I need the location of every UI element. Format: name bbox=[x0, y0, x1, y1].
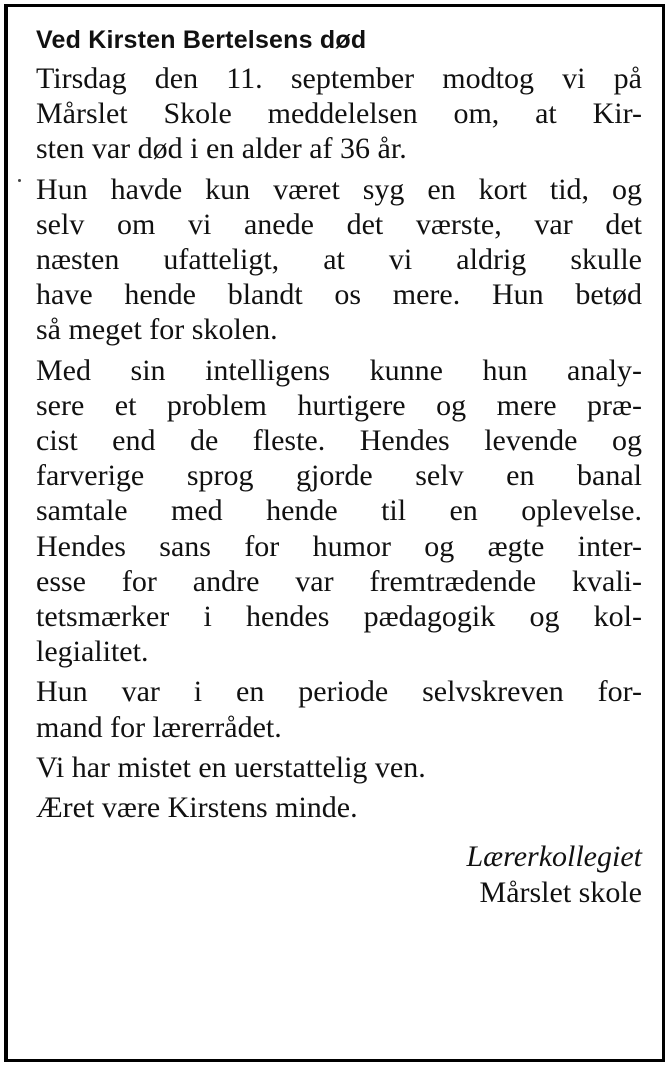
text-line: esse for andre var fremtrædende kvali- bbox=[36, 564, 642, 598]
signature-block bbox=[36, 839, 644, 911]
text-line: Æret være Kirstens minde. bbox=[36, 791, 358, 825]
text-line: tetsmærker i hendes pædagogik og kol- bbox=[36, 600, 642, 634]
paragraph-chairman bbox=[36, 674, 644, 744]
paragraph-memory bbox=[36, 790, 644, 825]
text-line: Hun havde kun været syg en kort tid, og bbox=[36, 172, 642, 206]
text-line: have hende blandt os mere. Hun betød bbox=[36, 278, 642, 312]
article-headline: Ved Kirsten Bertelsens død bbox=[36, 26, 367, 54]
signature-school: Mårslet skole bbox=[479, 876, 642, 910]
text-line: Vi har mistet en uerstattelig ven. bbox=[36, 750, 426, 784]
text-line: næsten ufatteligt, at vi aldrig skulle bbox=[36, 243, 642, 277]
text-line: selv om vi anede det værste, var det bbox=[36, 207, 642, 241]
text-line: Hun var i en periode selvskreven for- bbox=[36, 675, 642, 709]
text-line: legialitet. bbox=[36, 635, 149, 669]
signature-organization: Lærerkollegiet bbox=[466, 840, 642, 874]
paragraph-loss bbox=[36, 750, 644, 785]
text-line: farverige sprog gjorde selv en banal bbox=[36, 459, 642, 493]
text-line: så meget for skolen. bbox=[36, 313, 278, 347]
text-line: Tirsdag den 11. september modtog vi på bbox=[36, 62, 642, 95]
text-line: sere et problem hurtigere og mere præ- bbox=[36, 388, 642, 422]
text-line: mand for lærerrådet. bbox=[36, 710, 282, 744]
text-line: sten var død i en alder af 36 år. bbox=[36, 132, 407, 166]
text-line: cist end de fleste. Hendes levende og bbox=[36, 424, 642, 458]
paragraph-announcement bbox=[36, 61, 644, 167]
paragraph-qualities bbox=[36, 353, 644, 670]
article-frame bbox=[4, 4, 665, 1062]
article-body bbox=[36, 25, 644, 911]
paragraph-illness bbox=[36, 172, 644, 348]
text-line: Med sin intelligens kunne hun analy- bbox=[36, 353, 642, 387]
print-speck bbox=[18, 179, 21, 182]
text-line: Hendes sans for humor og ægte inter- bbox=[36, 529, 642, 563]
text-line: samtale med hende til en oplevelse. bbox=[36, 494, 642, 528]
text-line: Mårslet Skole meddelelsen om, at Kir- bbox=[36, 97, 642, 131]
